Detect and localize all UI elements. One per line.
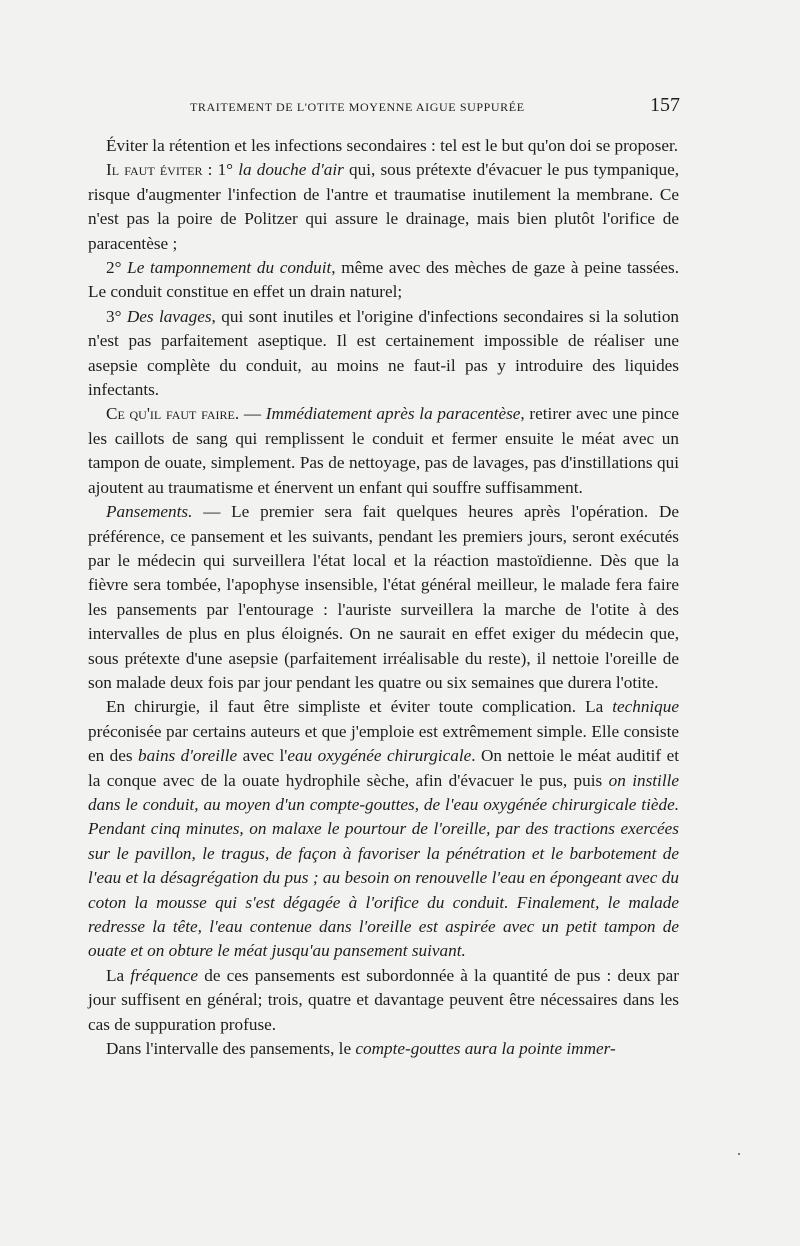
- paragraph: [88, 1037, 679, 1061]
- italic-text: bains d'oreille: [137, 746, 238, 766]
- paragraph: [88, 500, 679, 695]
- paragraph: [88, 134, 679, 158]
- text-run: 3°: [106, 306, 127, 326]
- italic-text: fréquence: [130, 965, 199, 985]
- paragraph: [88, 256, 679, 305]
- italic-text: on instille dans le conduit, au moyen d'un compte-gouttes, de l'eau oxygénée chirurgicale tiède. Pendant cinq minutes, on malaxe le pourtour de l'oreille, par des tractions exercées sur le pavillon, le tragus, de façon à favoriser la pénétration et le barbotement de l'eau et la désagrégation du pus ; au besoin on renouvelle l'eau en épongeant avec du coton la mousse qui s'est dégagée à l'orifice du conduit. Finalement, le malade redresse la tête, l'eau contenue dans l'oreille est aspirée avec un petit tampon de ouate et on obture le méat jusqu'au pansement suivant.: [88, 770, 680, 961]
- italic-text: compte-gouttes aura la pointe immer-: [355, 1039, 616, 1059]
- text-run: préconisée par certains auteurs et que j'emploie est extrêmement simple. Elle consiste en des: [88, 721, 679, 766]
- running-title: TRAITEMENT DE L'OTITE MOYENNE AIGUE SUPPURÉE: [190, 100, 525, 114]
- italic-text: la douche d'air: [238, 160, 344, 180]
- text-run: de ces pansements est subordonnée à la quantité de pus : deux par jour suffisent en général; trois, quatre et davantage peuvent être nécessaires dans les cas de suppuration profuse.: [88, 965, 679, 1034]
- text-run: — Le premier sera fait quelques heures après l'opération. De préférence, ce pansement et les suivants, pendant les premiers jours, seront exécutés par le médecin qui surveillera l'état local et la réaction mastoïdienne. Dès que la fièvre sera tombée, l'apophyse insensible, l'état général meilleur, le malade fera faire les pansements par l'entourage : l'auriste surveillera la marche de l'otite à des intervalles de plus en plus éloignés. On ne saurait en effet exiger du médecin que, sous prétexte d'une asepsie (parfaitement irréalisable du reste), il nettoie l'oreille de son malade deux fois par jour pendant les quatre ou six semaines que durera l'otite.: [88, 502, 679, 692]
- italic-text: technique: [612, 697, 679, 717]
- italic-text: Pansements.: [106, 502, 193, 522]
- text-run: : 1°: [202, 160, 239, 180]
- text-run: Dans l'intervalle des pansements, le: [106, 1039, 356, 1059]
- italic-text: Immédiatement après la paracentèse: [265, 404, 521, 424]
- paragraph: [88, 402, 679, 500]
- italic-text: Des lavages: [126, 306, 212, 326]
- text-run: qui, sous prétexte d'évacuer le pus tympanique, risque d'augmenter l'infection de l'antre et traumatise inutilement la membrane. Ce n'est pas la poire de Politzer qui assure le drainage, mais bien plutôt l'orifice de paracentèse ;: [88, 160, 680, 253]
- margin-speck: [738, 1153, 740, 1155]
- running-header: [190, 94, 680, 116]
- italic-text: eau oxygénée chirurgicale: [287, 746, 472, 766]
- paragraph: [88, 158, 679, 256]
- text-run: En chirurgie, il faut être simpliste et éviter toute complication. La: [106, 697, 613, 717]
- paragraph: [88, 695, 679, 963]
- page-number: 157: [650, 94, 680, 116]
- body-text: [88, 134, 679, 1061]
- paragraph: [88, 964, 679, 1037]
- paragraph: [88, 305, 679, 403]
- text-run: , même avec des mèches de gaze à peine tassées. Le conduit constitue en effet un drain naturel;: [88, 258, 680, 302]
- text-run: La: [106, 965, 131, 985]
- text-run: , retirer avec une pince les caillots de sang qui remplissent le conduit et fermer ensuite le méat avec un tampon de ouate, simplement. Pas de nettoyage, pas de lavages, pas d'instillations qui ajoutent au traumatisme et énervent un enfant qui souffre suffisamment.: [88, 404, 680, 497]
- text-run: , qui sont inutiles et l'origine d'infections secondaires si la solution n'est pas parfaitement aseptique. Il est certainement impossible de réaliser une asepsie complète du conduit, au moins ne faut-il pas y introduire des liquides infectants.: [88, 306, 680, 400]
- text-run: avec l': [237, 746, 288, 766]
- text-run: —: [239, 404, 266, 424]
- text-run: Éviter la rétention et les infections secondaires : tel est le but qu'on doi se proposer.: [106, 136, 679, 155]
- italic-text: Le tamponnement du conduit: [127, 258, 332, 278]
- text-run: 2°: [106, 258, 128, 278]
- text-run: . On nettoie le méat auditif et la conque avec de la ouate hydrophile sèche, afin d'évacuer le pus, puis: [88, 746, 679, 790]
- small-caps-heading: Ce qu'il faut faire.: [106, 404, 240, 424]
- small-caps-heading: Il faut éviter: [106, 160, 203, 180]
